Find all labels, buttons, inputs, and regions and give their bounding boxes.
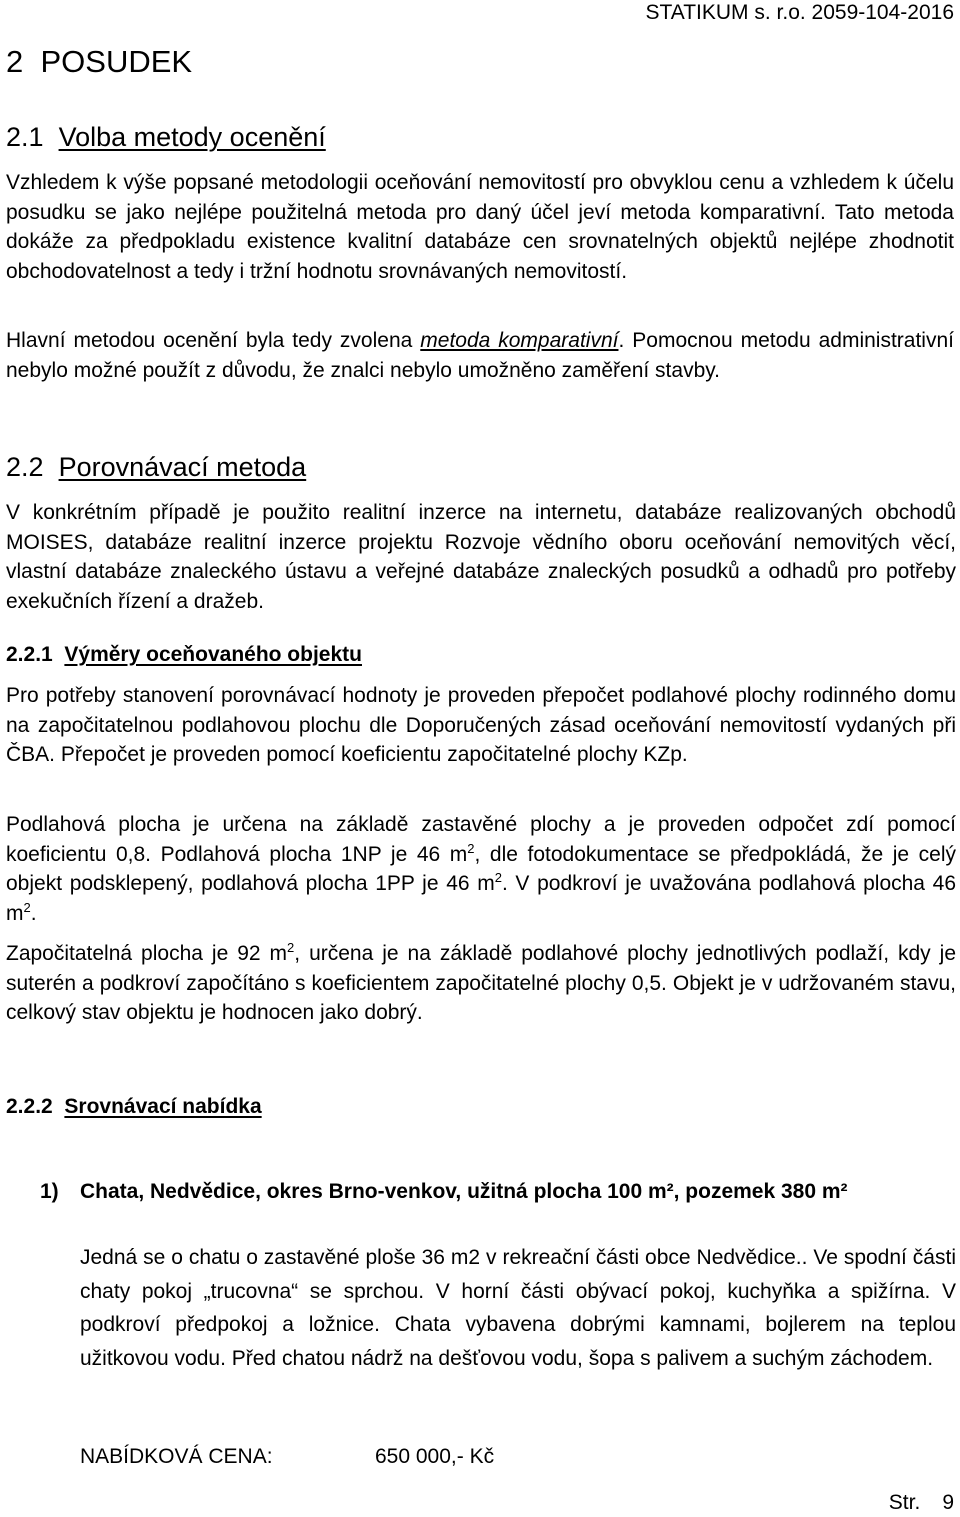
subsection-number: 2.2.2 (6, 1095, 53, 1118)
paragraph-comparison-sources: V konkrétním případě je použito realitní inzerce na internetu, databáze realizovaných obchodů MOISES, databáze realitní inzerce projektu Rozvoje vědního oboru oceňování nemovitých věcí, vlastní databáze znaleckého ústavu a veřejné databáze znaleckých posudků a odhadů pro potřeby exekučních řízení a dražeb. (6, 501, 956, 613)
subsection-title: Srovnávací nabídka (64, 1095, 262, 1118)
subsection-title: Porovnávací metoda (58, 452, 307, 482)
paragraph-area-recalc: Pro potřeby stanovení porovnávací hodnoty je proveden přepočet podlahové plochy rodinného domu na započitatelnou podlahovou plochu dle Doporučených zásad oceňování nemovitostí vydaných při ČBA. Přepočet je proveden pomocí koeficientu započitatelné plochy KZp. (6, 684, 956, 766)
page-number-value: 9 (942, 1491, 954, 1514)
offer-description: Jedná se o chatu o zastavěné ploše 36 m2 v rekreační části obce Nedvědice.. Ve spodní části chaty pokoj „trucovna“ se sprchou. V horní části obývací pokoj, kuchyňka a spižírna. V podkroví předpokoj a ložnice. Chata vybavena dobrými kamnami, bojlerem na teplou užitkovou vodu. Před chatou nádrž na dešťovou vodu, šopa s palivem a suchým záchodem. (80, 1246, 956, 1370)
subsection-title: Volba metody ocenění (58, 122, 326, 152)
paragraph-main-method (6, 326, 954, 385)
subsection-heading-2-2-1 (6, 641, 362, 669)
price-label: NABÍDKOVÁ CENA: (80, 1445, 273, 1468)
subsection-heading-2-1 (6, 120, 326, 154)
subsection-number: 2.2.1 (6, 643, 53, 666)
text: . V podkroví je uvažována podlahová plocha 46 m (6, 872, 956, 925)
text: Podlahová plocha je určena na základě zastavěné plochy a je proveden odpočet zdí pomocí koeficientu 0,8. Podlahová plocha 1NP je 46 m (6, 813, 956, 866)
text: , určena je na základě podlahové plochy jednotlivých podlaží, kdy je suterén a podkroví započítáno s koeficientem započitatelné plochy 0,5. Objekt je v udržovaném stavu, celkový stav objektu je hodnocen jako dobrý. (6, 942, 956, 1024)
price-value: 650 000,- Kč (375, 1445, 495, 1468)
paragraph-floor-area (6, 810, 956, 928)
superscript: 2 (467, 840, 475, 856)
section-number: 2 (6, 44, 24, 79)
paragraph-countable-area (6, 939, 956, 1028)
emphasized-method: metoda komparativní (420, 329, 619, 352)
page-number (889, 1489, 954, 1517)
superscript: 2 (23, 899, 31, 915)
subsection-heading-2-2-2 (6, 1093, 262, 1121)
offer-title: Chata, Nedvědice, okres Brno-venkov, užitná plocha 100 m², pozemek 380 m² (80, 1180, 848, 1203)
offer-index: 1) (40, 1180, 59, 1203)
page-label: Str. (888, 1491, 921, 1514)
section-title: POSUDEK (40, 44, 193, 79)
section-heading (6, 42, 192, 82)
paragraph-method-choice: Vzhledem k výše popsané metodologii oceňování nemovitostí pro obvyklou cenu a vzhledem k účelu posudku se jako nejlépe použitelná metoda pro daný účel jeví metoda komparativní. Tato metoda dokáže za předpokladu existence kvalitní databáze cen srovnatelných objektů nejlépe zhodnotit obchodovatelnost a tedy i tržní hodnotu srovnávaných nemovitostí. (6, 171, 954, 283)
text: . (30, 901, 37, 925)
subsection-title: Výměry oceňovaného objektu (64, 643, 362, 666)
text: Započitatelná plocha je 92 m (6, 942, 288, 965)
subsection-number: 2.1 (6, 122, 44, 152)
text: . Pomocnou metodu administrativní nebylo možné použít z důvodu, že znalci nebylo umožněno zaměření stavby. (6, 329, 954, 382)
subsection-number: 2.2 (6, 452, 44, 482)
document-reference: STATIKUM s. r.o. 2059-104-2016 (645, 1, 954, 24)
superscript: 2 (287, 940, 295, 955)
superscript: 2 (494, 870, 502, 885)
text: Hlavní metodou ocenění byla tedy zvolena (6, 329, 421, 352)
subsection-heading-2-2 (6, 450, 306, 484)
text: , dle fotodokumentace se předpokládá, že je celý objekt podsklepený, podlahová plocha 1PP je 46 m (6, 842, 956, 895)
